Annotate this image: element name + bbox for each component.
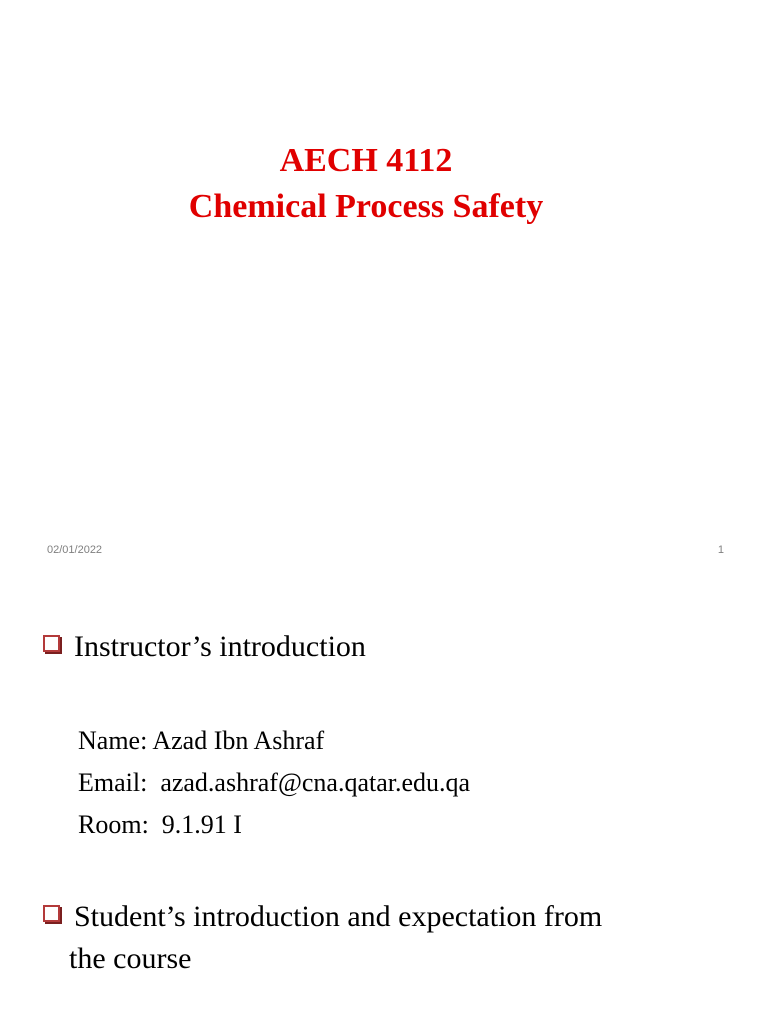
bullet-text-continued: the course [69,942,192,975]
checkbox-bullet-icon [43,635,60,652]
course-name: Chemical Process Safety [188,188,544,225]
bullet-text: Instructor’s introduction [74,630,366,663]
course-code: AECH 4112 [279,142,453,179]
page-number: 1 [717,544,724,556]
instructor-details [78,720,470,846]
checkbox-bullet-icon [43,905,60,922]
bullet-student-intro [43,896,723,980]
bullet-instructor-intro [43,626,366,668]
bullet-text: Student’s introduction and expectation from [74,900,603,933]
content-slide [0,580,768,1024]
slide-title [0,138,732,230]
instructor-email: Email: azad.ashraf@cna.qatar.edu.qa [78,768,471,797]
footer-date: 02/01/2022 [47,544,103,556]
instructor-room: Room: 9.1.91 I [78,810,242,839]
instructor-name: Name: Azad Ibn Ashraf [78,726,325,755]
